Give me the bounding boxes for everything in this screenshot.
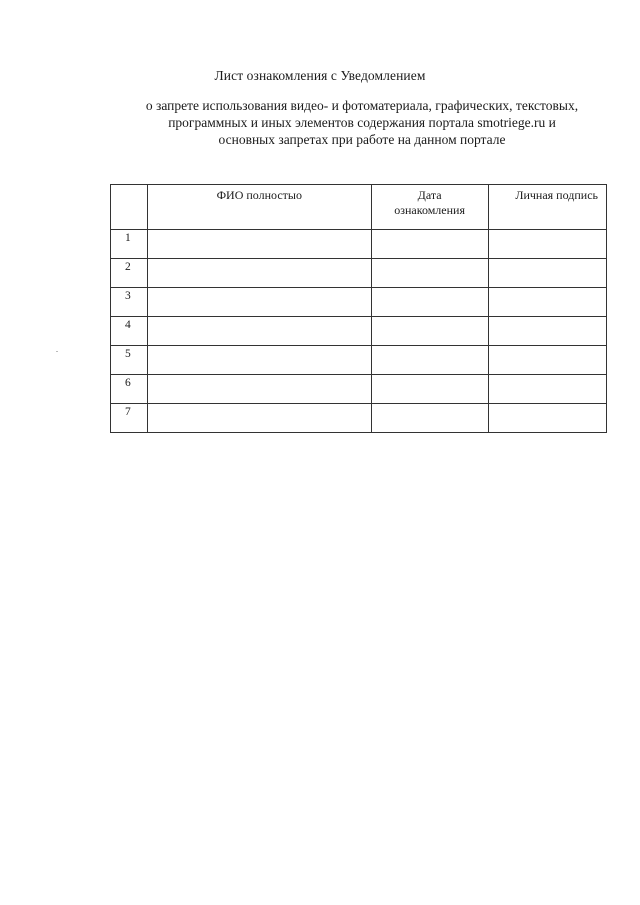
date-cell[interactable] [371, 230, 488, 259]
signature-cell[interactable] [488, 288, 606, 317]
row-number-cell: 5 [111, 346, 148, 375]
scan-speck [56, 351, 58, 352]
signature-cell[interactable] [488, 317, 606, 346]
header-date-line2: ознакомления [394, 203, 465, 217]
table-header-row [111, 185, 607, 230]
date-cell[interactable] [371, 288, 488, 317]
document-subtitle [112, 97, 612, 148]
subtitle-line: основных запретах при работе на данном портале [218, 132, 506, 147]
full-name-cell[interactable] [148, 404, 371, 433]
date-cell[interactable] [371, 317, 488, 346]
table-row [111, 288, 607, 317]
table-row [111, 375, 607, 404]
subtitle-line: о запрете использования видео- и фотоматериала, графических, текстовых, [145, 98, 579, 113]
date-cell[interactable] [371, 404, 488, 433]
subtitle-line: программных и иных элементов содержания портала smotriege.ru и [168, 115, 556, 130]
row-number-cell: 4 [111, 317, 148, 346]
row-number-cell: 7 [111, 404, 148, 433]
table-row [111, 317, 607, 346]
full-name-cell[interactable] [148, 375, 371, 404]
row-number-cell: 3 [111, 288, 148, 317]
full-name-cell[interactable] [148, 346, 371, 375]
header-number [111, 185, 148, 230]
row-number-cell: 2 [111, 259, 148, 288]
header-date-line1: Дата [417, 188, 442, 202]
table-row [111, 404, 607, 433]
row-number-cell: 6 [111, 375, 148, 404]
document-title: Лист ознакомления с Уведомлением [214, 68, 426, 83]
row-number-cell: 1 [111, 230, 148, 259]
table-row [111, 259, 607, 288]
table-row [111, 346, 607, 375]
signature-cell[interactable] [488, 259, 606, 288]
full-name-cell[interactable] [148, 317, 371, 346]
date-cell[interactable] [371, 346, 488, 375]
acknowledgement-table [110, 184, 607, 433]
signature-cell[interactable] [488, 375, 606, 404]
table-row [111, 230, 607, 259]
signature-cell[interactable] [488, 346, 606, 375]
date-cell[interactable] [371, 375, 488, 404]
signature-cell[interactable] [488, 230, 606, 259]
header-full-name: ФИО полностыо [148, 185, 371, 230]
full-name-cell[interactable] [148, 230, 371, 259]
date-cell[interactable] [371, 259, 488, 288]
full-name-cell[interactable] [148, 259, 371, 288]
full-name-cell[interactable] [148, 288, 371, 317]
header-signature: Личная подпись [488, 185, 606, 230]
signature-cell[interactable] [488, 404, 606, 433]
header-date [371, 185, 488, 230]
